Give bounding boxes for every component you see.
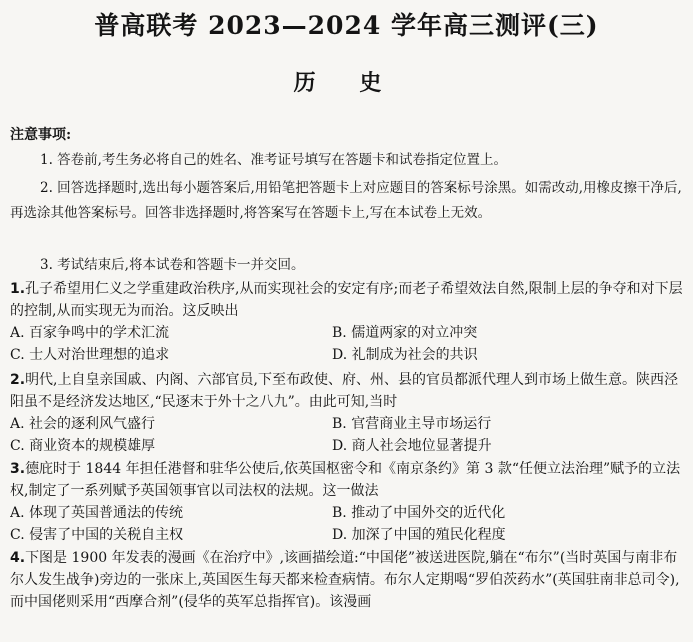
option-d: D. 礼制成为社会的共识 bbox=[332, 347, 478, 363]
exam-title: 普高联考 2023—2024 学年高三测评(三) bbox=[94, 11, 599, 40]
question-stem bbox=[10, 369, 684, 413]
question-stem bbox=[10, 458, 684, 502]
question-text: 下图是 1900 年发表的漫画《在治疗中》,该画描绘道:“中国佬”被送进医院,躺在“布尔”(当时英国与南非布尔人发生战争)旁边的一张床上,英国医生每天都来检查病情。布尔人定期喝“罗伯茨药水”(英国驻南非总司令),而中国佬则采用“西摩合剂”(侵华的英军总指挥官)。该漫画 bbox=[10, 550, 680, 610]
notice-item-2: 2. 回答选择题时,选出每小题答案后,用铅笔把答题卡上对应题目的答案标号涂黑。如需改动,用橡皮擦干净后,再选涂其他答案标号。回答非选择题时,将答案写在答题卡上,写在本试卷上无效。 bbox=[10, 180, 682, 221]
question-text: 孔子希望用仁义之学重建政治秩序,从而实现社会的安定有序;而老子希望效法自然,限制上层的争夺和对下层的控制,从而实现无为而治。这反映出 bbox=[10, 281, 683, 319]
option-d: D. 商人社会地位显著提升 bbox=[332, 438, 492, 454]
option-d: D. 加深了中国的殖民化程度 bbox=[332, 527, 506, 543]
question-number: 2. bbox=[10, 372, 26, 388]
option-a: A. 体现了英国普通法的传统 bbox=[10, 505, 184, 521]
question-number: 4. bbox=[10, 550, 26, 566]
option-c: C. 侵害了中国的关税自主权 bbox=[10, 527, 184, 543]
option-b: B. 官营商业主导市场运行 bbox=[332, 416, 492, 432]
question-2 bbox=[10, 369, 684, 457]
question-text: 明代,上自皇亲国戚、内阁、六部官员,下至布政使、府、州、县的官员都派代理人到市场上做生意。陕西泾阳虽不是经济发达地区,“民逐末于外十之八九”。由此可知,当时 bbox=[10, 372, 678, 410]
option-c: C. 士人对治世理想的追求 bbox=[10, 347, 170, 363]
options bbox=[10, 502, 684, 546]
question-text: 德庇时于 1844 年担任港督和驻华公使后,依英国枢密令和《南京条约》第 3 款“任便立法治理”赋予的立法权,制定了一系列赋予英国领事官以司法权的法规。这一做法 bbox=[10, 461, 681, 499]
question-3 bbox=[10, 458, 684, 546]
options bbox=[10, 322, 684, 366]
notice-item-1: 1. 答卷前,考生务必将自己的姓名、准考证号填写在答题卡和试卷指定位置上。 bbox=[40, 152, 507, 168]
option-b: B. 推动了中国外交的近代化 bbox=[332, 505, 506, 521]
question-4 bbox=[10, 547, 684, 613]
options bbox=[10, 413, 684, 457]
question-1 bbox=[10, 278, 684, 366]
question-stem bbox=[10, 278, 684, 322]
question-stem bbox=[10, 547, 684, 613]
option-b: B. 儒道两家的对立冲突 bbox=[332, 325, 478, 341]
subject-title: 历 史 bbox=[293, 70, 400, 96]
option-a: A. 百家争鸣中的学术汇流 bbox=[10, 325, 170, 341]
question-number: 3. bbox=[10, 461, 26, 477]
option-a: A. 社会的逐利风气盛行 bbox=[10, 416, 156, 432]
notice-heading: 注意事项: bbox=[10, 127, 72, 143]
question-number: 1. bbox=[10, 281, 26, 297]
option-c: C. 商业资本的规模雄厚 bbox=[10, 438, 156, 454]
notice-item-3: 3. 考试结束后,将本试卷和答题卡一并交回。 bbox=[40, 257, 305, 273]
